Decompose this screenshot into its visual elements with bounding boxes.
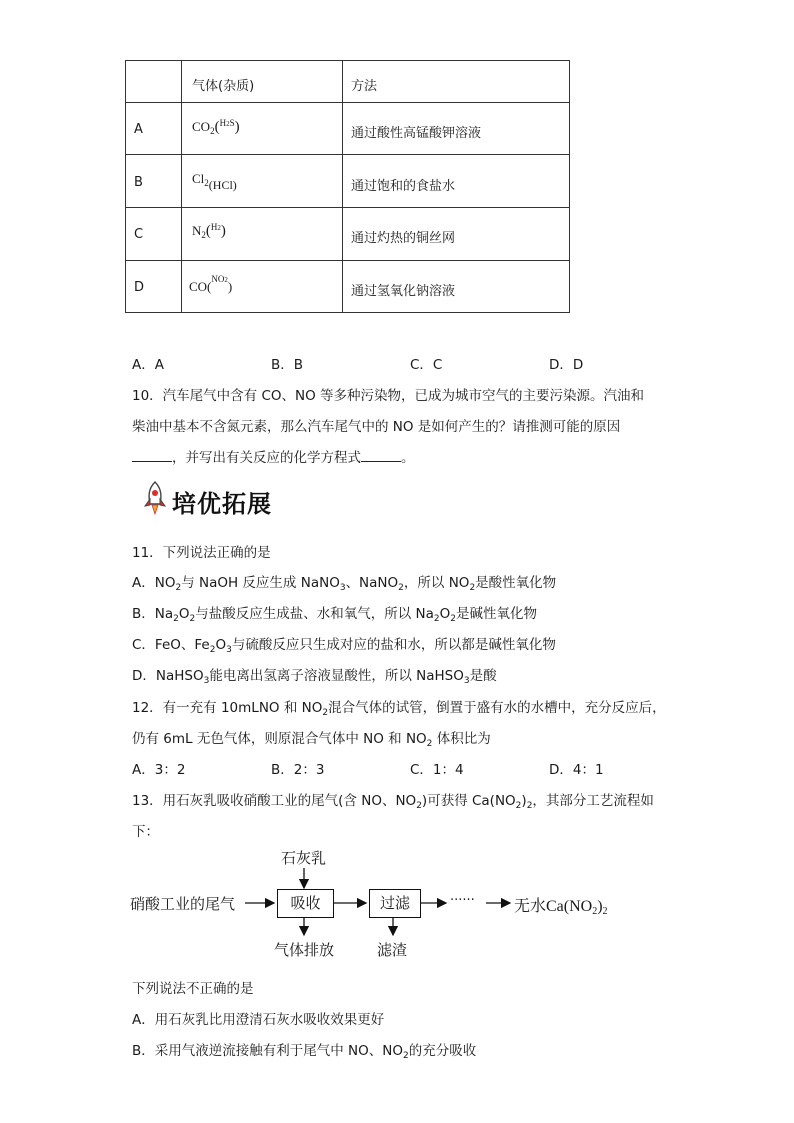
flow-dots: ······ [450, 893, 475, 908]
row-b-label: B [134, 175, 143, 190]
q12-option-a: A．3：2 [132, 762, 186, 778]
q10-line-3: ，并写出有关反应的化学方程式 。 [132, 446, 415, 466]
table-header-method: 方法 [351, 79, 378, 94]
flow-out-gas: 气体排放 [274, 941, 335, 959]
q13-line-1: 13．用石灰乳吸收硝酸工业的尾气(含 NO、$NO_2$)可获得 $Ca(NO_2)_2$，其部分工艺流程如 [132, 793, 654, 811]
q10-blank-reason[interactable] [132, 448, 172, 462]
q10-line-1: 10．汽车尾气中含有 CO、NO 等多种污染物，已成为城市空气的主要污染源。汽油和 [132, 388, 645, 404]
q9-option-b: B．B [271, 357, 304, 373]
row-c-label: C [134, 227, 144, 242]
q12-line-1: 12．有一充有 10mLNO 和 $NO_2$混合气体的试管，倒置于盛有水的水槽中，充分反应后， [132, 700, 666, 718]
q11-option-d: D．NaHSO$_3$能电离出氢离子溶液显酸性，所以 NaHSO$_3$是酸 [132, 668, 497, 686]
flow-box-filter: 过滤 [369, 889, 421, 918]
flow-box-absorb: 吸收 [277, 889, 334, 918]
q12-option-c: C．1：4 [410, 762, 464, 778]
q11-stem: 11．下列说法正确的是 [132, 545, 271, 561]
q13-line-2: 下： [132, 824, 159, 840]
q12-line-2: 仍有 6mL 无色气体，则原混合气体中 NO 和 $NO_2$ 体积比为 [132, 731, 491, 749]
q11-option-c: C．FeO、$Fe_2O_3$与硫酸反应只生成对应的盐和水，所以都是碱性氧化物 [132, 637, 556, 655]
q9-option-c: C．C [410, 357, 443, 373]
row-d-label: D [134, 280, 145, 295]
row-b-method: 通过饱和的食盐水 [351, 179, 456, 194]
row-a-label: A [134, 122, 143, 137]
row-a-gas: $CO_2(^{H2S})$ [192, 118, 240, 136]
q9-option-d: D．D [549, 357, 584, 373]
q11-option-a: A．$NO_2$与 NaOH 反应生成 NaNO$_3$、NaNO$_2$，所以 $NO_2$是酸性氧化物 [132, 575, 557, 593]
q13-option-a: A．用石灰乳比用澄清石灰水吸收效果更好 [132, 1012, 385, 1028]
row-a-method: 通过酸性高锰酸钾溶液 [351, 126, 482, 141]
q11-option-b: B．$Na_2O_2$与盐酸反应生成盐、水和氧气，所以 $Na_2O_2$是碱性氧化物 [132, 606, 538, 624]
row-c-method: 通过灼热的铜丝网 [351, 231, 456, 246]
q12-option-b: B．2：3 [271, 762, 325, 778]
row-d-gas: CO($^{NO2}$) [189, 274, 233, 294]
q13-stem: 下列说法不正确的是 [132, 981, 254, 997]
row-c-gas: $N_2(^{H2})$ [192, 222, 226, 240]
flow-out-residue: 滤渣 [377, 941, 408, 959]
flow-input-lime: 石灰乳 [281, 849, 327, 867]
q10-line-2: 柴油中基本不含氮元素，那么汽车尾气中的 NO 是如何产生的？请推测可能的原因 [132, 419, 621, 435]
q9-option-a: A．A [132, 357, 164, 373]
table-header-gas: 气体(杂质) [192, 79, 255, 94]
row-d-method: 通过氢氧化钠溶液 [351, 284, 456, 299]
process-flowchart [130, 845, 630, 965]
q13-option-b: B．采用气液逆流接触有利于尾气中 NO、$NO_2$的充分吸收 [132, 1043, 477, 1061]
q10-blank-equation[interactable] [361, 448, 401, 462]
q12-option-d: D．4：1 [549, 762, 604, 778]
flow-product: 无水$Ca(NO_2)_2$ [514, 898, 608, 917]
row-b-gas: $Cl_2(HCl)$ [192, 171, 237, 192]
flow-source: 硝酸工业的尾气 [130, 895, 236, 913]
rocket-icon [142, 480, 168, 516]
impurity-table [125, 60, 570, 313]
banner-title: 培优拓展 [172, 490, 272, 518]
